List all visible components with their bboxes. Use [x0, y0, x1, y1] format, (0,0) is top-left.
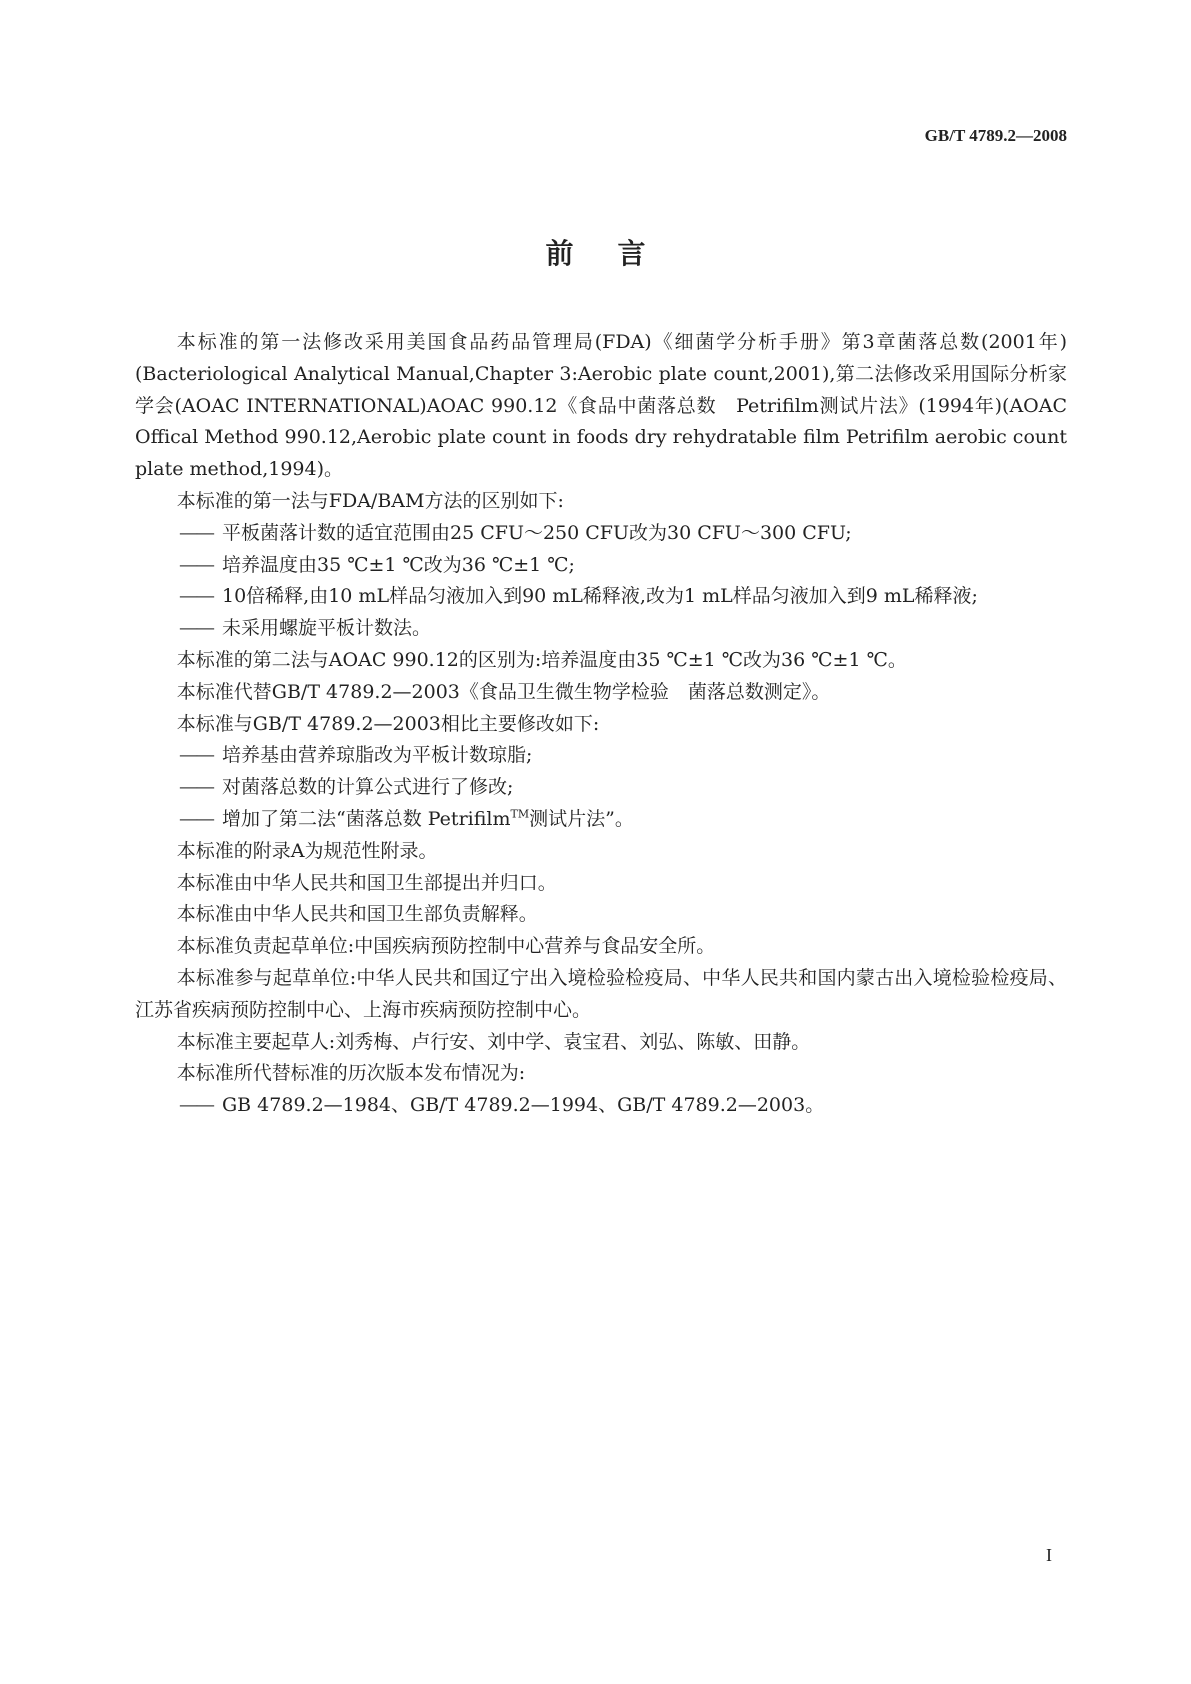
- paragraph: [135, 836, 1067, 868]
- paragraph-text: 本标准与GB/T 4789.2—2003相比主要修改如下:: [176, 712, 600, 735]
- dash-list-item: [135, 581, 1067, 613]
- dash-marker: ——: [179, 617, 213, 640]
- dash-list-item: [135, 613, 1067, 645]
- paragraph: [135, 327, 1067, 486]
- dash-marker: ——: [179, 776, 213, 799]
- paragraph-text: 本标准的第二法与AOAC 990.12的区别为:培养温度由35 ℃±1 ℃改为36 ℃±1 ℃。: [176, 648, 907, 671]
- dash-list-item: [135, 1090, 1067, 1122]
- paragraph: [135, 899, 1067, 931]
- dash-marker: ——: [179, 807, 213, 830]
- dash-marker: ——: [179, 1094, 213, 1117]
- standard-number: GB/T 4789.2—2008: [924, 126, 1067, 145]
- paragraph-text: 培养基由营养琼脂改为平板计数琼脂;: [222, 744, 533, 767]
- paragraph: [135, 709, 1067, 741]
- paragraph: [135, 486, 1067, 518]
- paragraph-text: 10倍稀释,由10 mL样品匀液加入到90 mL稀释液,改为1 mL样品匀液加入到9 mL稀释液;: [222, 585, 978, 608]
- paragraph-text: 本标准主要起草人:刘秀梅、卢行安、刘中学、袁宝君、刘弘、陈敏、田静。: [176, 1030, 811, 1053]
- paragraph-text: GB 4789.2—1984、GB/T 4789.2—1994、GB/T 4789.2—2003。: [222, 1094, 825, 1117]
- dash-marker: ——: [179, 521, 213, 544]
- paragraph: [135, 1027, 1067, 1059]
- dash-list-item: [135, 550, 1067, 582]
- paragraph-text: 本标准的第一法与FDA/BAM方法的区别如下:: [176, 489, 564, 512]
- paragraph-text: 本标准代替GB/T 4789.2—2003《食品卫生微生物学检验 菌落总数测定》。: [176, 680, 831, 703]
- dash-list-item: [135, 518, 1067, 550]
- paragraph-text: 培养温度由35 ℃±1 ℃改为36 ℃±1 ℃;: [222, 553, 575, 576]
- paragraph-text: 未采用螺旋平板计数法。: [222, 617, 432, 640]
- dash-marker: ——: [179, 744, 213, 767]
- dash-list-item: [135, 740, 1067, 772]
- dash-list-item: [135, 804, 1067, 836]
- paragraph: [135, 1058, 1067, 1090]
- paragraph-text: 本标准由中华人民共和国卫生部提出并归口。: [176, 871, 557, 894]
- paragraph: [135, 645, 1067, 677]
- paragraph: [135, 931, 1067, 963]
- paragraph-text: 本标准由中华人民共和国卫生部负责解释。: [176, 903, 538, 926]
- paragraph: [135, 963, 1067, 1027]
- paragraph-text: 本标准所代替标准的历次版本发布情况为:: [176, 1062, 526, 1085]
- foreword-body: [135, 327, 1067, 1122]
- dash-list-item: [135, 772, 1067, 804]
- paragraph: [135, 677, 1067, 709]
- paragraph-text: 本标准的附录A为规范性附录。: [176, 839, 438, 862]
- paragraph: [135, 868, 1067, 900]
- paragraph-text-continued: 测试片法”。: [529, 807, 634, 830]
- dash-marker: ——: [179, 553, 213, 576]
- paragraph-text: 本标准的第一法修改采用美国食品药品管理局(FDA)《细菌学分析手册》第3章菌落总数(2001年)(Bacteriological Analytical Manual,Chapter 3:Aerobic plate count,2001),第二法修改采用国际分析家学会(AOAC INTERNATIONAL)AOAC 990.12《食品中菌落总数 Petrifilm测试片法》(1994年)(AOAC Offical Method 990.12,Aerobic plate count in foods dry rehydratable film Petrifilm aerobic count plate method,1994)。: [135, 331, 1067, 481]
- paragraph-text: 本标准参与起草单位:中华人民共和国辽宁出入境检验检疫局、中华人民共和国内蒙古出入境检验检疫局、江苏省疾病预防控制中心、上海市疾病预防控制中心。: [135, 966, 1067, 1021]
- dash-marker: ——: [179, 585, 213, 608]
- paragraph-text: 增加了第二法“菌落总数 Petrifilm: [222, 807, 511, 830]
- page-title: 前言: [545, 237, 690, 270]
- page-number: I: [1046, 1545, 1052, 1565]
- paragraph-text: 本标准负责起草单位:中国疾病预防控制中心营养与食品安全所。: [176, 935, 716, 958]
- paragraph-text: 对菌落总数的计算公式进行了修改;: [222, 776, 514, 799]
- paragraph-text: 平板菌落计数的适宜范围由25 CFU～250 CFU改为30 CFU～300 CFU;: [222, 521, 852, 544]
- trademark-superscript: TM: [510, 807, 530, 821]
